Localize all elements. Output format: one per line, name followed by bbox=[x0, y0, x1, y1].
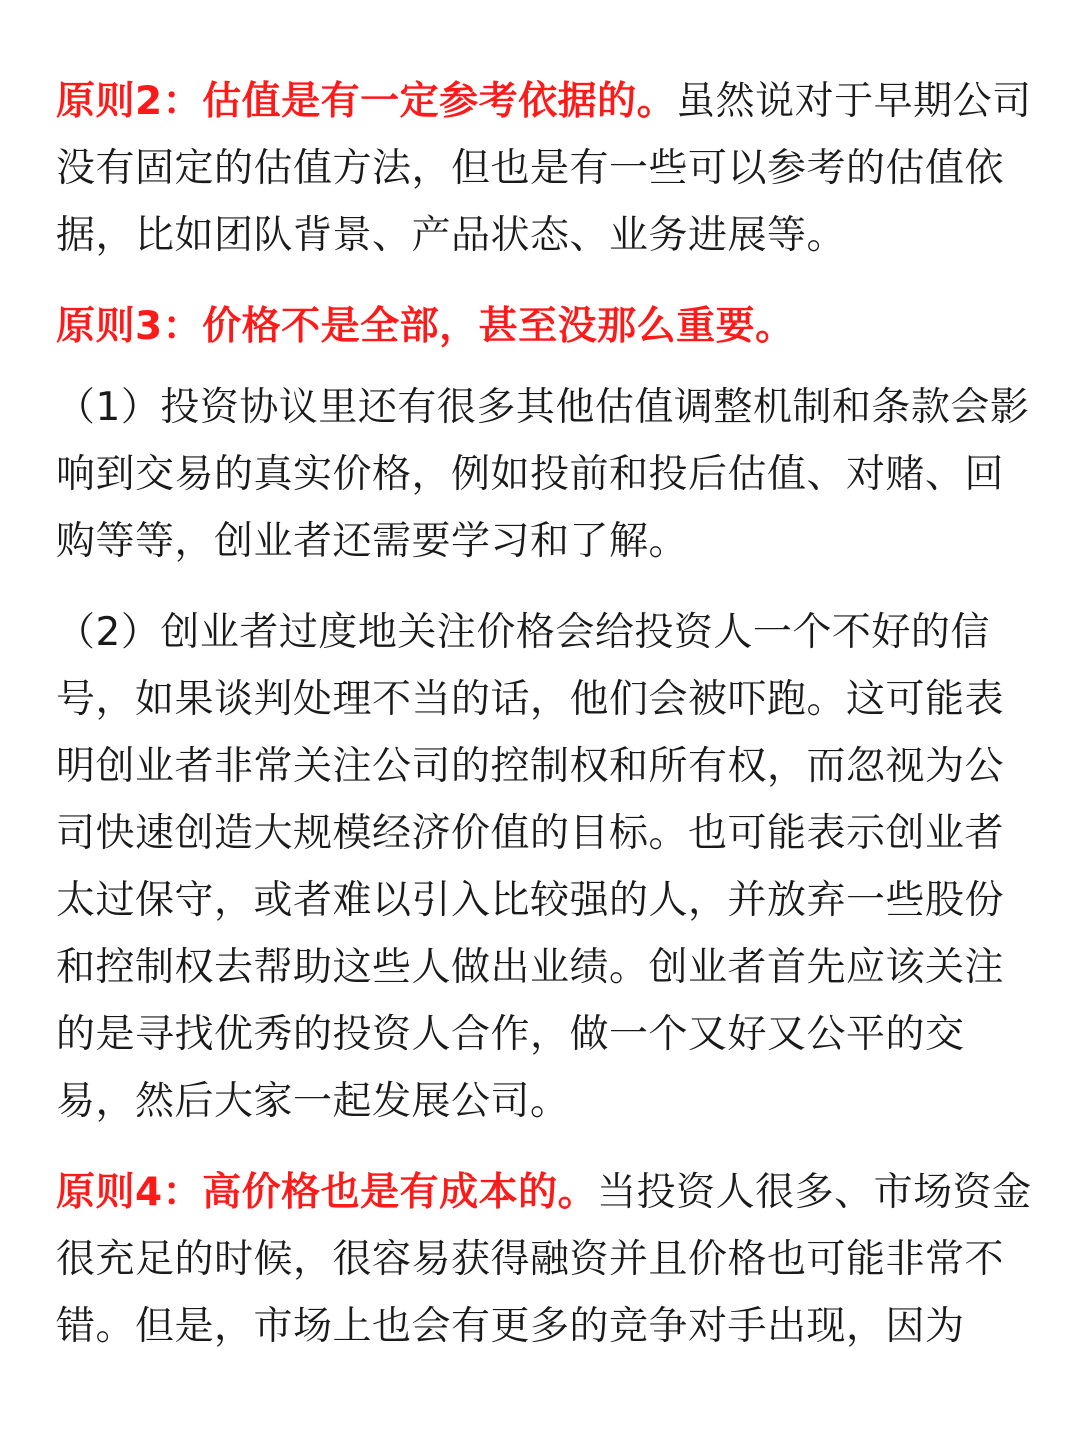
principle-2-heading: 原则2：估值是有一定参考依据的。 bbox=[56, 79, 677, 124]
article-body bbox=[56, 68, 1036, 1384]
principle-4-paragraph bbox=[56, 1159, 1036, 1360]
principle-2-paragraph bbox=[56, 68, 1036, 269]
principle-4-body: 当投资人很多、市场资金很充足的时候，很容易获得融资并且价格也可能非常不错。但是，市场上也会有更多的竞争对手出现，因为 bbox=[56, 1170, 1032, 1349]
principle-3-heading: 原则3：价格不是全部，甚至没那么重要。 bbox=[56, 304, 795, 349]
principle-3-paragraph bbox=[56, 293, 1036, 360]
principle-2-body: 虽然说对于早期公司没有固定的估值方法，但也是有一些可以参考的估值依据，比如团队背景、产品状态、业务进展等。 bbox=[56, 79, 1032, 258]
principle-3-item-1: （1）投资协议里还有很多其他估值调整机制和条款会影响到交易的真实价格，例如投前和投后估值、对赌、回购等等，创业者还需要学习和了解。 bbox=[56, 385, 1030, 564]
principle-3-item-2: （2）创业者过度地关注价格会给投资人一个不好的信号，如果谈判处理不当的话，他们会被吓跑。这可能表明创业者非常关注公司的控制权和所有权，而忽视为公司快速创造大规模经济价值的目标。也可能表示创业者太过保守，或者难以引入比较强的人，并放弃一些股份和控制权去帮助这些人做出业绩。创业者首先应该关注的是寻找优秀的投资人合作，做一个又好又公平的交易，然后大家一起发展公司。 bbox=[56, 610, 1005, 1124]
principle-4-heading: 原则4：高价格也是有成本的。 bbox=[56, 1170, 598, 1215]
